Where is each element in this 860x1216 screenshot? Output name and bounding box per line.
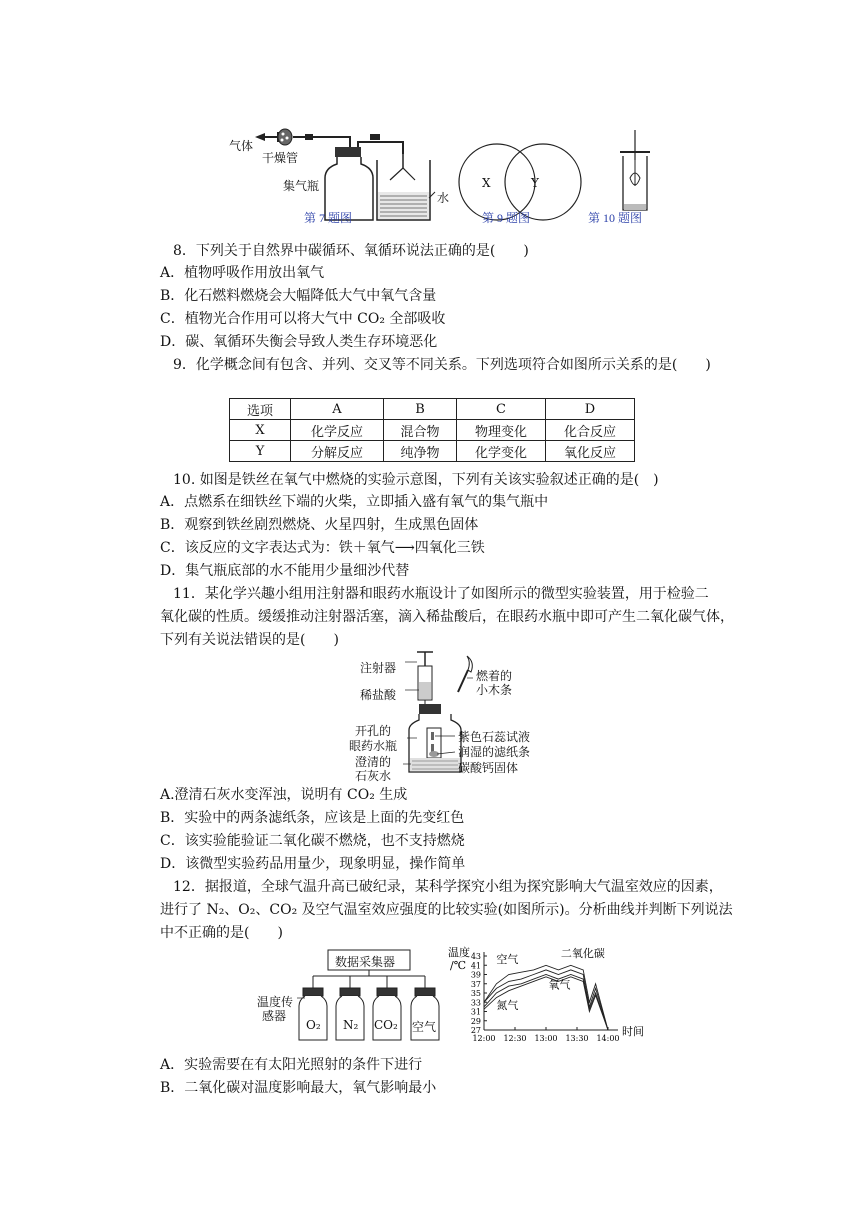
q11-acid-label: 稀盐酸 [360,688,397,702]
q11-stem-line2: 氧化碳的性质。缓缓推动注射器活塞，滴入稀盐酸后，在眼药水瓶中即可产生二氧化碳气体， [160,609,734,625]
q12-bottle-co2: CO₂ [374,1018,398,1032]
table-cell: 化合反应 [546,420,635,441]
chart-ylabel-line2: /℃ [450,959,467,972]
chart-y-tick-label: 37 [470,979,481,989]
table-cell: 物理变化 [457,420,546,441]
chart-series-label: 氧气 [548,978,571,992]
chart-series-label: 空气 [496,952,519,966]
table-cell: 混合物 [384,420,457,441]
q11-caco3-label: 碳酸钙固体 [458,761,519,775]
q8-stem: 8．下列关于自然界中碳循环、氧循环说法正确的是( ) [173,243,529,259]
q8-option-a[interactable]: A．植物呼吸作用放出氧气 [160,265,325,281]
chart-y-tick-label: 41 [470,961,481,971]
q8-option-d[interactable]: D．碳、氧循环失衡会导致人类生存环境恶化 [160,334,438,350]
q9-options-table [229,398,635,462]
table-header: 选项 [230,399,291,420]
table-cell: Y [230,441,291,462]
fig9-caption: 第 9 题图 [482,211,531,225]
q11-stick-label-1: 燃着的 [476,669,513,683]
q12-stem-line2: 进行了 N₂、O₂、CO₂ 及空气温室效应强度的比较实验(如图所示)。分析曲线并判断下列说法 [160,902,733,918]
chart-y-tick-label: 29 [470,1016,481,1026]
chart-xlabel: 时间 [622,1025,644,1038]
q11-limewater-label-1: 澄清的 [355,755,392,769]
fig7-bottle-label: 集气瓶 [283,179,320,193]
q12-stem-line1: 12．据报道，全球气温升高已破纪录，某科学探究小组为探究影响大气温室效应的因素， [173,879,723,895]
chart-ylabel-line1: 温度 [448,946,470,959]
fig7-drying-tube-label: 干燥管 [262,151,299,165]
q11-option-c[interactable]: C．该实验能验证二氧化碳不燃烧，也不支持燃烧 [160,833,465,849]
table-cell: 氧化反应 [546,441,635,462]
table-cell: X [230,420,291,441]
q10-option-b[interactable]: B．观察到铁丝剧烈燃烧、火星四射，生成黑色固体 [160,517,479,533]
chart-x-tick-label: 14:00 [596,1034,620,1043]
chart-x-tick-label: 13:00 [534,1034,558,1043]
fig7-caption: 第 7 题图 [304,211,353,225]
q10-stem: 10. 如图是铁丝在氧气中燃烧的实验示意图，下列有关该实验叙述正确的是( ) [173,472,659,488]
q12-option-a[interactable]: A．实验需要在有太阳光照射的条件下进行 [160,1057,423,1073]
fig10-caption: 第 10 题图 [588,211,643,225]
chart-y-tick-label: 33 [470,998,481,1008]
table-header: C [457,399,546,420]
q8-option-c[interactable]: C．植物光合作用可以将大气中 CO₂ 全部吸收 [160,311,446,327]
q11-option-d[interactable]: D．该微型实验药品用量少，现象明显，操作简单 [160,856,466,872]
chart-series [484,965,608,1030]
table-row [230,420,635,441]
q11-bottle-label-1: 开孔的 [355,724,392,738]
q11-limewater-label-2: 石灰水 [355,769,392,783]
table-cell: 化学反应 [291,420,384,441]
chart-x-tick-label: 12:00 [472,1034,496,1043]
q12-option-b[interactable]: B．二氧化碳对温度影响最大，氧气影响最小 [160,1080,437,1096]
fig7-gas-label: 气体 [229,139,254,153]
q11-stick-label-2: 小木条 [476,683,513,697]
q10-option-c[interactable]: C．该反应的文字表达式为：铁＋氧气⟶四氧化三铁 [160,540,485,556]
chart-y-tick-label: 39 [470,970,481,980]
q12-bottle-air: 空气 [412,1020,437,1034]
chart-y-tick-label: 31 [470,1007,481,1017]
q11-option-a[interactable]: A.澄清石灰水变浑浊，说明有 CO₂ 生成 [160,787,408,803]
venn-x-label: X [482,176,491,190]
table-header: D [546,399,635,420]
chart-y-tick-label: 43 [470,952,481,961]
chart-x-tick-label: 12:30 [503,1034,527,1043]
q12-collector-label: 数据采集器 [335,955,396,969]
q12-sensor-label-1: 温度传 [257,995,294,1009]
q11-stem-line1: 11．某化学兴趣小组用注射器和眼药水瓶设计了如图所示的微型实验装置，用于检验二 [173,586,709,602]
q11-syringe-label: 注射器 [360,661,397,675]
q8-option-b[interactable]: B．化石燃料燃烧会大幅降低大气中氧气含量 [160,288,437,304]
q12-stem-line3: 中不正确的是( ) [160,925,283,941]
chart-series-label: 二氧化碳 [560,946,605,960]
fig7-water-label: 水 [437,191,450,205]
chart-y-tick-label: 35 [470,989,481,998]
table-row [230,441,635,462]
table-header-row [230,399,635,420]
table-cell: 分解反应 [291,441,384,462]
q11-litmus-label-2: 润湿的滤纸条 [458,745,531,759]
venn-y-label: Y [531,176,539,190]
q12-sensor-label-2: 感器 [262,1009,287,1023]
q11-stem-line3: 下列有关说法错误的是( ) [160,632,339,648]
q12-bottle-o2: O₂ [306,1018,321,1032]
table-header: B [384,399,457,420]
table-header: A [291,399,384,420]
chart-series-line [484,965,608,1030]
table-cell: 纯净物 [384,441,457,462]
temperature-chart [446,944,646,1050]
q12-bottle-n2: N₂ [343,1018,359,1032]
q10-option-d[interactable]: D．集气瓶底部的水不能用少量细沙代替 [160,563,410,579]
q11-litmus-label-1: 紫色石蕊试液 [458,730,531,744]
chart-y-tick-label: 27 [470,1026,481,1035]
q11-option-b[interactable]: B．实验中的两条滤纸条，应该是上面的先变红色 [160,810,465,826]
q9-stem: 9．化学概念间有包含、并列、交叉等不同关系。下列选项符合如图所示关系的是( ) [173,357,711,373]
q10-option-a[interactable]: A．点燃系在细铁丝下端的火柴，立即插入盛有氧气的集气瓶中 [160,494,549,510]
chart-series-label: 氮气 [496,999,519,1013]
q11-bottle-label-2: 眼药水瓶 [349,739,398,753]
table-cell: 化学变化 [457,441,546,462]
chart-x-tick-label: 13:30 [565,1034,589,1043]
